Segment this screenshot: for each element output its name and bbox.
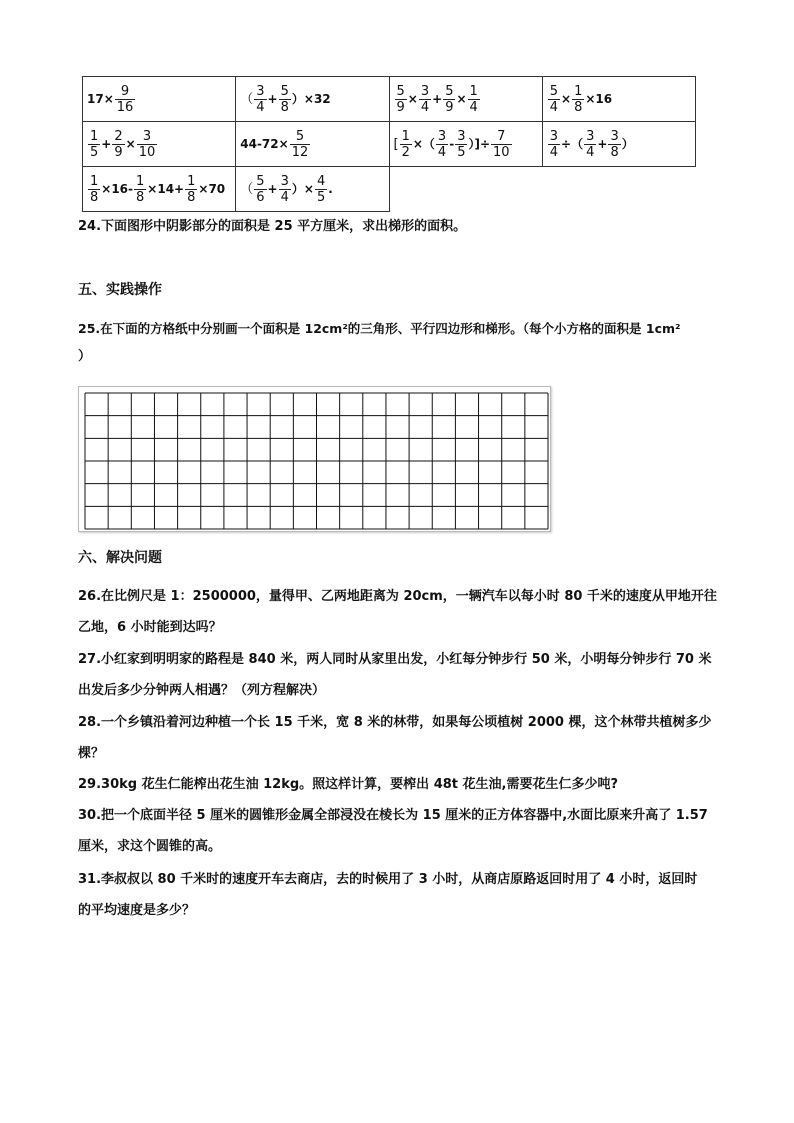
- expr-text: ）]÷: [468, 136, 491, 151]
- expr-text: ×70: [198, 181, 226, 196]
- calc-cell: [542, 122, 695, 167]
- calc-cell: [236, 167, 389, 212]
- expr-text: +: [267, 181, 278, 196]
- table-row: [83, 167, 696, 212]
- question-31-line2: 的平均速度是多少？: [78, 903, 196, 918]
- fraction: $\frac{1}{8}$: [90, 173, 99, 205]
- fraction: $\frac{3}{4}$: [256, 83, 265, 115]
- expr-text: ×14+: [147, 181, 185, 196]
- fraction: $\frac{3}{4}$: [586, 128, 595, 160]
- fraction: $\frac{1}{4}$: [469, 83, 478, 115]
- fraction: $\frac{2}{9}$: [114, 128, 123, 160]
- fraction: $\frac{5}{9}$: [445, 83, 454, 115]
- calc-cell: [236, 122, 389, 167]
- expr-text: 44-72×: [240, 136, 289, 151]
- table-row: [83, 77, 696, 122]
- fraction: $\frac{1}{2}$: [401, 128, 410, 160]
- expr-text: +: [432, 91, 443, 106]
- expr-text: -: [449, 136, 455, 151]
- question-30-line2: 厘米，求这个圆锥的高。: [78, 839, 222, 854]
- calculation-table: [82, 76, 696, 212]
- question-24: 24.下面图形中阴影部分的面积是 25 平方厘米，求出梯形的面积。: [78, 219, 467, 234]
- expr-text: ×: [125, 136, 136, 151]
- expr-text: ÷（: [561, 136, 584, 151]
- expr-text: ）×: [291, 181, 314, 196]
- fraction: $\frac{3}{5}$: [457, 128, 466, 160]
- question-28-line1: 28.一个乡镇沿着河边种植一个长 15 千米，宽 8 米的林带，如果每公顷植树 2000 棵，这个林带共植树多少: [78, 715, 712, 730]
- expr-text: （: [240, 91, 254, 107]
- expr-text: ）×32: [291, 91, 331, 106]
- fraction: $\frac{3}{4}$: [437, 128, 447, 160]
- section-5-title: 五、实践操作: [78, 282, 162, 298]
- calc-cell: [83, 122, 236, 167]
- expr-text: [: [393, 136, 399, 152]
- empty-cell: [542, 167, 695, 212]
- question-29: 29.30kg 花生仁能榨出花生油 12kg。照这样计算，要榨出 48t 花生油,需要花生仁多少吨?: [78, 777, 619, 792]
- question-27-line2: 出发后多少分钟两人相遇？（列方程解决）: [78, 683, 326, 698]
- fraction: $\frac{1}{5}$: [90, 128, 99, 160]
- expr-text: ×: [407, 91, 418, 106]
- calc-cell: [83, 167, 236, 212]
- expr-text: ×: [456, 91, 467, 106]
- calc-cell: [389, 122, 542, 167]
- expr-text: +: [101, 136, 112, 151]
- fraction: $\frac{5}{9}$: [396, 83, 405, 115]
- calc-cell: [542, 77, 695, 122]
- question-26-line2: 乙地，6 小时能到达吗？: [78, 620, 222, 635]
- question-31-line1: 31.李叔叔以 80 千米时的速度开车去商店，去的时候用了 3 小时，从商店原路返回时用了 4 小时，返回时: [78, 872, 698, 887]
- fraction: $\frac{3}{4}$: [420, 83, 430, 115]
- expr-text: ×16-: [101, 181, 134, 196]
- fraction: $\frac{5}{8}$: [280, 83, 289, 115]
- fraction: $\frac{3}{4}$: [549, 128, 559, 160]
- question-26-line1: 26.在比例尺是 1：2500000，量得甲、乙两地距离为 20cm，一辆汽车以每小时 80 千米的速度从甲地开往: [78, 589, 717, 604]
- fraction: $\frac{1}{8}$: [187, 173, 196, 205]
- fraction: $\frac{1}{8}$: [136, 173, 145, 205]
- calc-cell: [389, 77, 542, 122]
- expr-text: ×: [561, 91, 572, 106]
- calc-cell: [236, 77, 389, 122]
- question-25-line1: 25.在下面的方格纸中分别画一个面积是 12cm²的三角形、平行四边形和梯形。（每个小方格的面积是 1cm²: [78, 321, 681, 336]
- fraction: $\frac{5}{6}$: [256, 173, 265, 205]
- question-27-line1: 27.小红家到明明家的路程是 840 米，两人同时从家里出发，小红每分钟步行 50 米，小明每分钟步行 70 米: [78, 652, 712, 667]
- section-6-title: 六、解决问题: [78, 550, 162, 566]
- expr-text: ×（: [412, 136, 435, 151]
- expr-text: ×16: [585, 91, 613, 106]
- expr-text: 17×: [87, 91, 114, 106]
- expr-text: （: [240, 181, 254, 197]
- expr-text: ）: [621, 136, 634, 151]
- expr-text: +: [597, 136, 608, 151]
- fraction: $\frac{3}{10}$: [138, 128, 156, 160]
- fraction: $\frac{1}{8}$: [574, 83, 583, 115]
- expr-text: .: [328, 181, 333, 196]
- fraction: $\frac{7}{10}$: [493, 128, 510, 160]
- question-28-line2: 棵？: [78, 746, 105, 761]
- calc-cell: [83, 77, 236, 122]
- fraction: $\frac{3}{4}$: [280, 173, 289, 205]
- fraction: $\frac{4}{5}$: [316, 173, 326, 205]
- empty-cell: [389, 167, 542, 212]
- square-grid-paper[interactable]: [78, 386, 551, 532]
- fraction: $\frac{5}{12}$: [291, 128, 309, 160]
- question-25-line2: ）: [78, 349, 92, 364]
- question-30-line1: 30.把一个底面半径 5 厘米的圆锥形金属全部浸没在棱长为 15 厘米的正方体容器中,水面比原来升高了 1.57: [78, 808, 708, 823]
- fraction: $\frac{9}{16}$: [116, 83, 134, 115]
- fraction: $\frac{5}{4}$: [549, 83, 559, 115]
- grid-drawing: [79, 387, 550, 531]
- expr-text: +: [267, 91, 278, 106]
- fraction: $\frac{3}{8}$: [610, 128, 619, 160]
- table-row: [83, 122, 696, 167]
